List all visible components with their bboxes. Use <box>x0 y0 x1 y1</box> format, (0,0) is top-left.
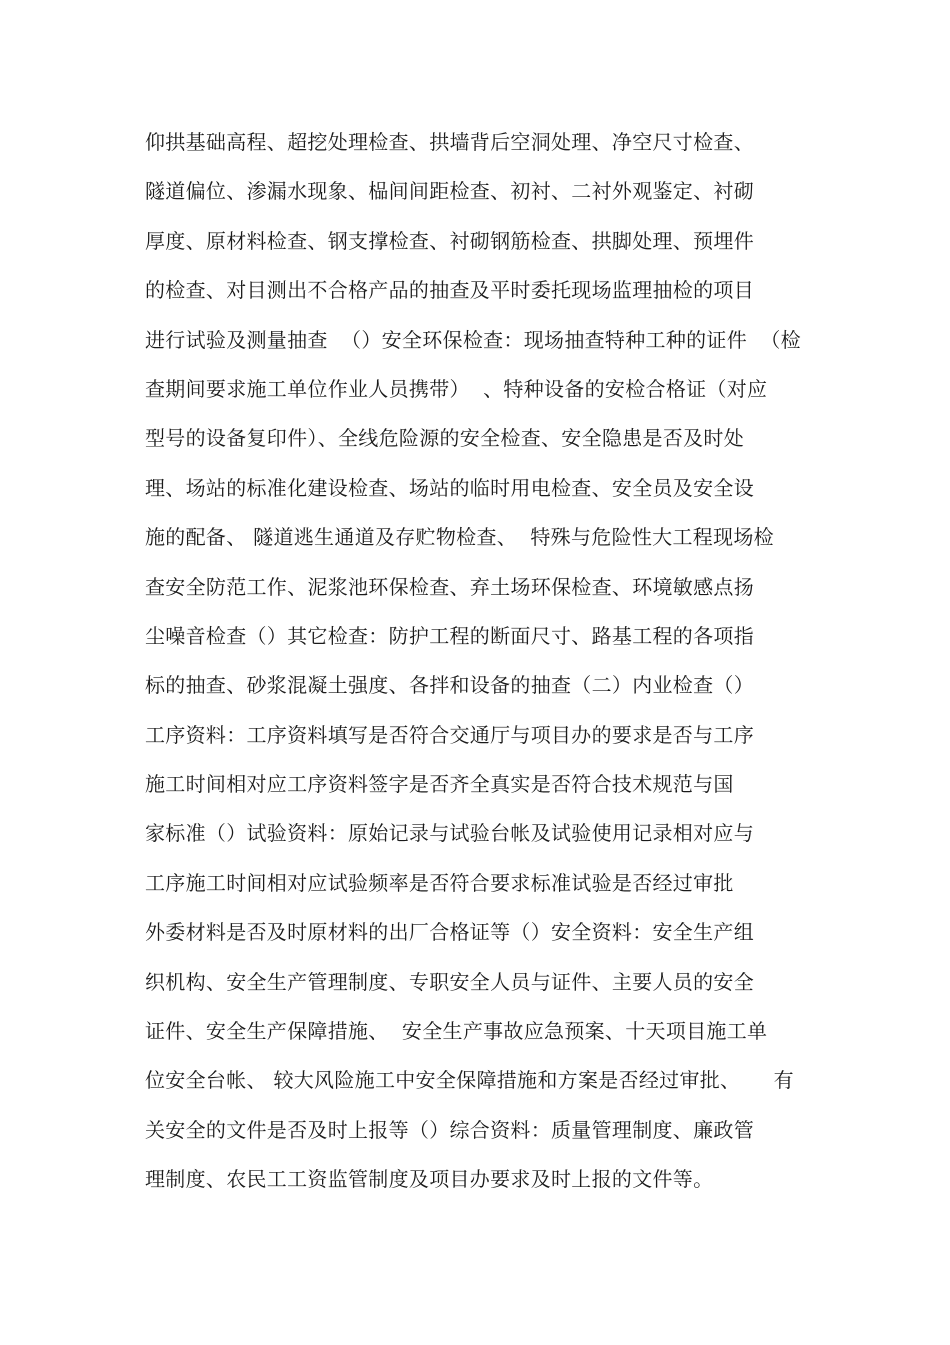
text-line: 施的配备、 隧道逃生通道及存贮物检查、 特殊与危险性大工程现场检 <box>145 525 774 550</box>
text-line: 理制度、农民工工资监管制度及项目办要求及时上报的文件等。 <box>145 1167 714 1192</box>
text-line: 施工时间相对应工序资料签字是否齐全真实是否符合技术规范与国 <box>145 772 734 797</box>
text-line: 家标准（）试验资料：原始记录与试验台帐及试验使用记录相对应与 <box>145 821 754 846</box>
text-line: 证件、安全生产保障措施、 安全生产事故应急预案、十天项目施工单 <box>145 1019 768 1044</box>
text-line: 关安全的文件是否及时上报等（）综合资料：质量管理制度、廉政管 <box>145 1117 754 1142</box>
text-line: 织机构、安全生产管理制度、专职安全人员与证件、主要人员的安全 <box>145 969 754 994</box>
text-line: 型号的设备复印件）、全线危险源的安全检查、安全隐患是否及时处 <box>145 426 744 451</box>
text-line: 查期间要求施工单位作业人员携带） 、特种设备的安检合格证（对应 <box>145 376 768 401</box>
body-text <box>145 122 825 1209</box>
text-line: 位安全台帐、 较大风险施工中安全保障措施和方案是否经过审批、 有 <box>145 1068 794 1093</box>
text-line: 查安全防范工作、泥浆池环保检查、弃土场环保检查、环境敏感点扬 <box>145 574 754 599</box>
text-line: 的检查、对目测出不合格产品的抽查及平时委托现场监理抽检的项目 <box>145 278 754 303</box>
text-line: 标的抽查、砂浆混凝土强度、各拌和设备的抽查（二）内业检查（） <box>145 673 754 698</box>
text-line: 理、场站的标准化建设检查、场站的临时用电检查、安全员及安全设 <box>145 475 754 500</box>
text-line: 隧道偏位、渗漏水现象、榀间间距检查、初衬、二衬外观鉴定、衬砌 <box>145 179 754 204</box>
text-line: 外委材料是否及时原材料的出厂合格证等（）安全资料：安全生产组 <box>145 920 754 945</box>
text-line: 工序施工时间相对应试验频率是否符合要求标准试验是否经过审批 <box>145 870 734 895</box>
text-line: 厚度、原材料检查、钢支撑检查、衬砌钢筋检查、拱脚处理、预埋件 <box>145 228 754 253</box>
text-line: 尘噪音检查（）其它检查：防护工程的断面尺寸、路基工程的各项指 <box>145 623 754 648</box>
text-line: 工序资料：工序资料填写是否符合交通厅与项目办的要求是否与工序 <box>145 722 754 747</box>
text-line: 仰拱基础高程、超挖处理检查、拱墙背后空洞处理、净空尺寸检查、 <box>145 130 754 154</box>
text-line: 进行试验及测量抽查 （）安全环保检查：现场抽查特种工种的证件 （检 <box>145 327 801 352</box>
